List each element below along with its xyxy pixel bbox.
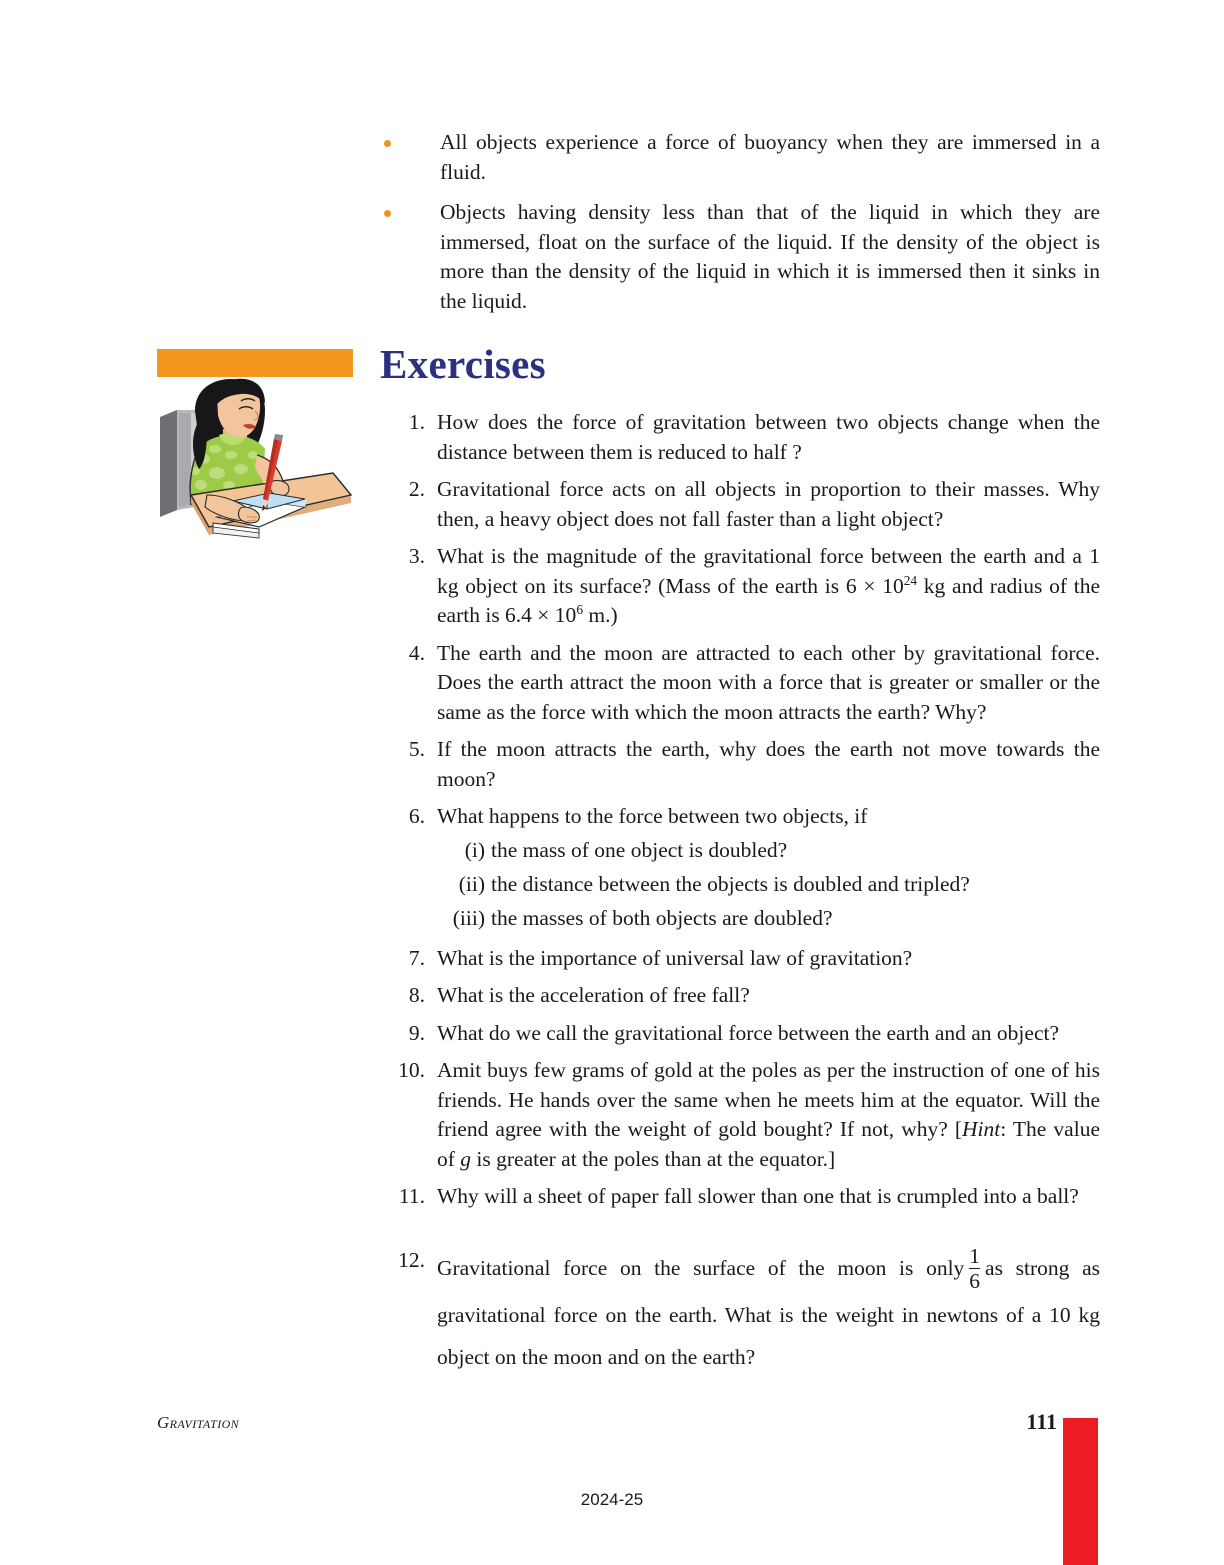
question-item <box>378 802 1100 934</box>
exercise-question-list <box>378 408 1100 1386</box>
question-text: Gravitational force acts on all objects in proportion to their masses. Why then, a heavy object does not fall faster than a light object? <box>437 477 1100 531</box>
question-text: Why will a sheet of paper fall slower than one that is crumpled into a ball? <box>437 1184 1079 1208</box>
question-number: 9. <box>408 1020 425 1045</box>
fraction-one-sixth <box>969 1245 980 1293</box>
question-item <box>378 1056 1100 1174</box>
list-item <box>378 198 1100 316</box>
question-item <box>378 981 1100 1011</box>
question-text-part: m.) <box>582 603 618 627</box>
question-number: 10. <box>398 1058 425 1082</box>
question-number: 5. <box>408 737 425 761</box>
question-text: What is the acceleration of free fall? <box>437 983 750 1007</box>
bullet-text: Objects having density less than that of the liquid in which they are immersed, float on the surface of the liquid. If the density of the object is more than the density of the liquid in which it is immersed then it sinks in the liquid. <box>440 200 1100 313</box>
question-text-part: What is the magnitude of the gravitational force between the earth and a 1 kg object on its surface? (Mass of the earth is 6 × 10 <box>437 544 1100 598</box>
question-item <box>378 542 1100 631</box>
girl-writing-at-desk-illustration <box>155 377 355 552</box>
question-number: 12. <box>398 1247 425 1272</box>
bullet-text: All objects experience a force of buoyancy when they are immersed in a fluid. <box>440 130 1100 184</box>
bullet-dot-icon <box>384 210 391 217</box>
page-number: 111 <box>1026 1409 1057 1434</box>
question-item <box>378 475 1100 534</box>
question-number: 4. <box>408 640 425 665</box>
sub-item-text: the masses of both objects are doubled? <box>491 905 833 930</box>
question-number: 3. <box>408 544 425 568</box>
sub-item <box>437 869 1100 900</box>
sub-item-text: the distance between the objects is doubled and tripled? <box>491 871 970 896</box>
footer-year-mark: 2024-25 <box>580 1490 644 1509</box>
question-number: 1. <box>408 410 425 434</box>
question-text <box>437 542 1100 631</box>
question-item <box>378 1182 1100 1212</box>
question-item <box>378 639 1100 728</box>
page-title: Exercises <box>380 341 546 387</box>
question-text: How does the force of gravitation between two objects change when the distance between them is reduced to half ? <box>437 410 1100 464</box>
question-item <box>378 735 1100 794</box>
question-text-part: as strong as gravitational force on the earth. What is the weight in newtons of a 10 kg object on the moon and on the earth? <box>437 1255 1100 1369</box>
question-item <box>378 1243 1100 1378</box>
question-item <box>378 1019 1100 1049</box>
exponent: 6 <box>576 601 583 617</box>
question-number: 11. <box>398 1184 425 1208</box>
sub-item-label: (i) <box>464 837 485 862</box>
question-text-part: is greater at the poles than at the equator.] <box>471 1146 836 1171</box>
question-item <box>378 944 1100 974</box>
orange-banner-decoration <box>157 349 353 377</box>
exponent: 24 <box>903 572 918 588</box>
bullet-dot-icon <box>384 140 391 147</box>
question-number: 7. <box>408 945 425 970</box>
footer-chapter-name: Gravitation <box>157 1413 240 1432</box>
question-text: What do we call the gravitational force between the earth and an object? <box>437 1020 1060 1045</box>
variable-g-emphasis: g <box>460 1146 472 1171</box>
sub-item-label: (iii) <box>452 905 485 930</box>
list-item <box>378 128 1100 187</box>
question-number: 8. <box>408 983 425 1007</box>
sub-item-text: the mass of one object is doubled? <box>491 837 788 862</box>
sub-item <box>437 835 1100 866</box>
fraction-numerator: 1 <box>969 1243 981 1268</box>
question-text-part: : The value of <box>437 1117 1100 1171</box>
question-text <box>437 1056 1100 1174</box>
question-text: What happens to the force between two objects, if <box>437 804 868 828</box>
sub-item <box>437 903 1100 934</box>
question-number: 6. <box>408 804 425 828</box>
question-number: 2. <box>408 477 425 501</box>
question-text: What is the importance of universal law of gravitation? <box>437 945 913 970</box>
fraction-denominator: 6 <box>969 1269 981 1294</box>
question-text-part: kg and radius of the earth is 6.4 × 10 <box>437 573 1100 627</box>
question-text-part: Amit buys few grams of gold at the poles as per the instruction of one of his friends. He hands over the same when he meets him at the equator. Will the friend agree with the weight of gold bought? If not, why? [ <box>437 1058 1100 1141</box>
question-text-part: Gravitational force on the surface of the moon is only <box>437 1255 965 1280</box>
question-text: The earth and the moon are attracted to each other by gravitational force. Does the earth attract the moon with a force that is greater or smaller or the same as the force with which the moon attracts the earth? Why? <box>437 640 1100 724</box>
question-text <box>437 1243 1100 1378</box>
summary-bullet-list <box>378 128 1100 327</box>
sub-item-label: (ii) <box>458 871 485 896</box>
question-text: If the moon attracts the earth, why does the earth not move towards the moon? <box>437 737 1100 791</box>
question-item <box>378 408 1100 467</box>
hint-emphasis: Hint <box>962 1117 1001 1141</box>
